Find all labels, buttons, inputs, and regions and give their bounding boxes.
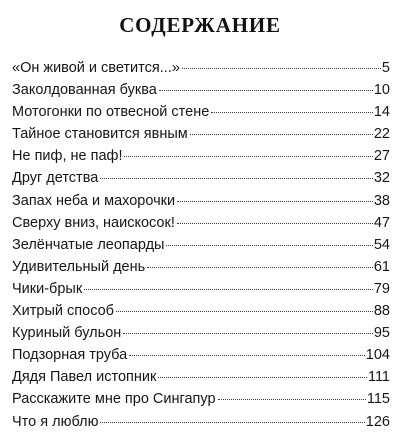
page-number: 47 [373,214,390,231]
toc-entry [12,126,390,148]
entry-title: Подзорная труба [12,347,128,364]
entry-title: Заколдованная буква [12,82,157,99]
toc-entry [12,391,390,413]
dot-leader [124,156,372,157]
toc-entry [12,281,390,303]
dot-leader [84,289,373,290]
page-number: 38 [373,192,390,209]
page-number: 27 [373,148,390,165]
entry-title: Тайное становится явным [12,126,188,143]
entry-title: Друг детства [12,170,99,187]
dot-leader [218,399,366,400]
page-number: 88 [373,303,390,320]
entry-title: Расскажите мне про Сингапур [12,391,216,408]
toc-entry [12,347,390,369]
entry-title: Куриный бульон [12,325,122,342]
dot-leader [147,267,373,268]
dot-leader [211,112,373,113]
dot-leader [100,422,364,423]
page-number: 115 [366,391,390,408]
dot-leader [159,90,373,91]
dot-leader [158,377,367,378]
page-number: 111 [367,369,390,386]
entry-title: Запах неба и махорочки [12,192,176,209]
page-number: 32 [373,170,390,187]
entry-title: Удивительный день [12,258,146,275]
entry-title: Что я люблю [12,413,99,430]
page-number: 61 [373,258,390,275]
page-number: 54 [373,236,390,253]
page-number: 10 [373,82,390,99]
dot-leader [116,311,373,312]
page-number: 5 [381,60,390,76]
page-title: СОДЕРЖАНИЕ [119,13,281,37]
toc-entry [12,170,390,192]
entry-title: Не пиф, не паф! [12,148,123,165]
dot-leader [129,355,365,356]
entry-title: Зелёнчатые леопарды [12,236,165,253]
toc-entry [12,325,390,347]
dot-leader [123,333,373,334]
entry-title: Хитрый способ [12,303,114,320]
toc-entry [12,303,390,325]
entry-title: Дядя Павел истопник [12,369,157,386]
toc-entry [12,104,390,126]
dot-leader [177,201,373,202]
dot-leader [100,178,373,179]
page-number: 14 [373,104,390,121]
toc-entry [12,414,390,436]
toc-entry [12,369,390,391]
dot-leader [177,223,373,224]
toc-entry [12,82,390,104]
entry-title: Мотогонки по отвесной стене [12,104,210,121]
entry-title: Чики-брык [12,280,83,297]
page-number: 79 [373,280,390,297]
page-number: 104 [365,347,390,364]
toc-entry [12,60,390,82]
page-number: 126 [365,413,390,430]
toc-entry [12,237,390,259]
page-number: 22 [373,126,390,143]
dot-leader [190,134,373,135]
entry-title: «Он живой и светится...» [12,60,180,76]
dot-leader [182,68,381,69]
toc-entry [12,259,390,281]
toc-entry [12,193,390,215]
toc-entry [12,215,390,237]
dot-leader [166,245,372,246]
entry-title: Сверху вниз, наискосок! [12,214,175,231]
page-number: 95 [373,325,390,342]
toc-list [12,60,390,436]
toc-entry [12,148,390,170]
